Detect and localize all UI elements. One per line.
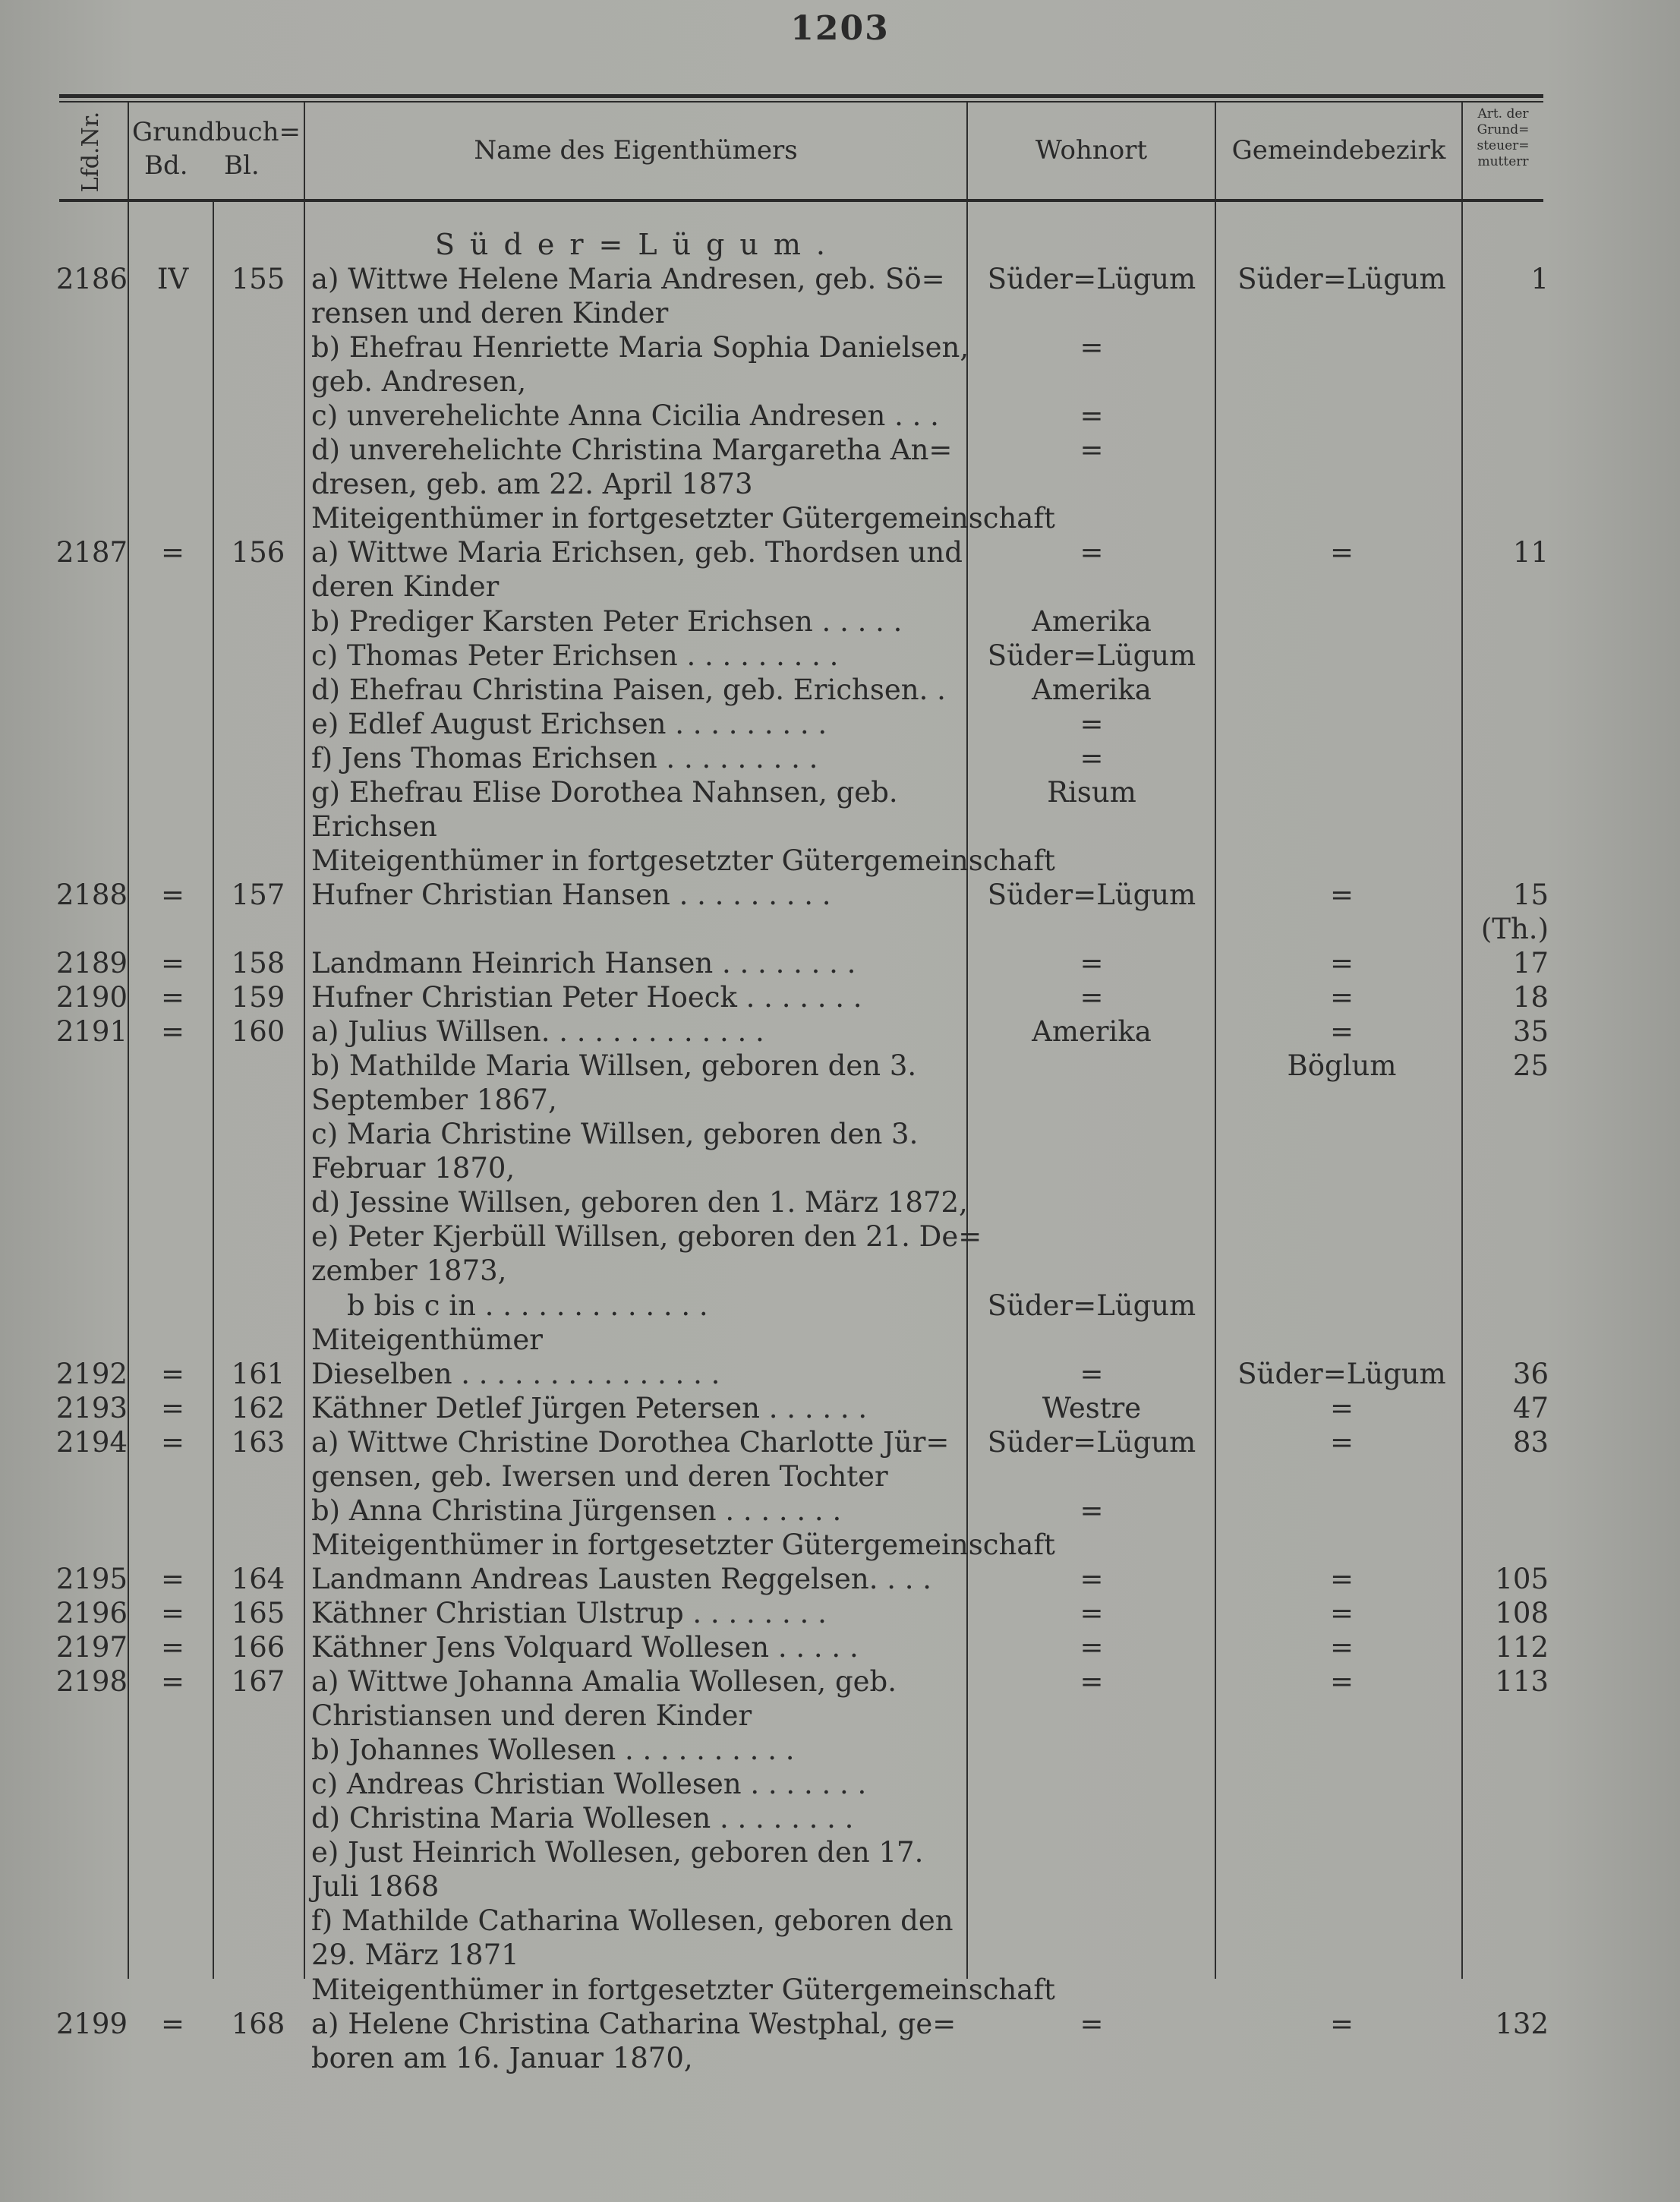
table-row	[0, 1323, 1680, 1358]
art-cell: 18	[1512, 981, 1549, 1014]
owner-name: c) Andreas Christian Wollesen . . . . . . .	[311, 1768, 867, 1801]
table-row	[0, 775, 1680, 810]
table-row	[0, 1494, 1680, 1528]
wohnort-cell: =	[1080, 947, 1104, 980]
header-art-line: Grund=	[1477, 122, 1530, 137]
grundbuch-blatt: 163	[231, 1425, 285, 1459]
table-row	[0, 364, 1680, 399]
table-row	[0, 1664, 1680, 1699]
table-row	[0, 1767, 1680, 1802]
table-row	[0, 1699, 1680, 1734]
row-number: 2191	[55, 1015, 128, 1049]
owner-name: Käthner Detlef Jürgen Petersen . . . . . .	[311, 1391, 868, 1424]
table-row	[0, 262, 1680, 297]
table-row	[0, 1938, 1680, 1973]
gemeindebezirk-cell: =	[1329, 1562, 1354, 1595]
owner-name: e) Peter Kjerbüll Willsen, geboren den 21. De=	[311, 1220, 982, 1254]
table-row	[0, 1083, 1680, 1118]
table-row	[0, 569, 1680, 604]
owner-name: Miteigenthümer in fortgesetzter Gütergemeinschaft	[311, 1973, 1055, 2006]
grundbuch-blatt: 165	[231, 1596, 285, 1629]
art-cell: 15	[1512, 878, 1549, 911]
header-art-line: mutterr	[1477, 154, 1529, 169]
gemeindebezirk-cell: =	[1329, 878, 1354, 911]
owner-name: dresen, geb. am 22. April 1873	[311, 468, 753, 501]
row-number: 2190	[55, 981, 128, 1014]
gemeindebezirk-cell: Süder=Lügum	[1237, 1357, 1446, 1390]
gemeindebezirk-cell: =	[1329, 2007, 1354, 2040]
grundbuch-blatt: 164	[231, 1562, 285, 1595]
gemeindebezirk-cell: =	[1329, 1665, 1354, 1699]
art-cell: 17	[1512, 947, 1549, 980]
grundbuch-band: IV	[156, 263, 189, 295]
table-row	[0, 1459, 1680, 1494]
grundbuch-blatt: 156	[231, 536, 285, 569]
table-row	[0, 1357, 1680, 1392]
grundbuch-band: =	[160, 536, 184, 569]
table-row	[0, 912, 1680, 947]
owner-name: c) Thomas Peter Erichsen . . . . . . . . .	[311, 639, 839, 672]
owner-name: rensen und deren Kinder	[311, 297, 669, 330]
table-row	[0, 1014, 1680, 1049]
table-row	[0, 844, 1680, 879]
wohnort-cell: =	[1080, 1631, 1104, 1664]
grundbuch-band: =	[160, 1665, 184, 1699]
grundbuch-band: =	[160, 981, 184, 1014]
table-row	[0, 980, 1680, 1015]
owner-name: a) Wittwe Maria Erichsen, geb. Thordsen und	[311, 536, 963, 569]
owner-name: a) Helene Christina Catharina Westphal, ge=	[311, 2007, 957, 2040]
grundbuch-blatt: 161	[231, 1357, 285, 1390]
table-row	[0, 1219, 1680, 1254]
owner-name: gensen, geb. Iwersen und deren Tochter	[311, 1459, 888, 1493]
header-lfd-nr-text: Lfd.Nr.	[77, 111, 104, 193]
table-row	[0, 639, 1680, 674]
gemeindebezirk-cell: =	[1329, 1631, 1354, 1664]
gemeindebezirk-cell: =	[1329, 1015, 1354, 1049]
owner-name: a) Wittwe Helene Maria Andresen, geb. Sö=	[311, 263, 945, 295]
wohnort-cell: Risum	[1047, 775, 1136, 809]
owner-name: boren am 16. Januar 1870,	[311, 2041, 693, 2074]
header-grundbuch	[129, 115, 304, 182]
table-row	[0, 1185, 1680, 1220]
header-lfd-nr	[46, 106, 128, 197]
art-cell: 113	[1495, 1665, 1549, 1699]
grundbuch-band: =	[160, 1357, 184, 1390]
table-row	[0, 1049, 1680, 1084]
table-row	[0, 604, 1680, 639]
grundbuch-blatt: 158	[231, 947, 285, 980]
owner-name: Juli 1868	[311, 1870, 440, 1904]
header-top-rule-thin	[59, 101, 1543, 103]
owner-name: Christiansen und deren Kinder	[311, 1699, 752, 1733]
grundbuch-band: =	[160, 1596, 184, 1629]
row-number: 2192	[55, 1357, 128, 1390]
grundbuch-band: =	[160, 1631, 184, 1664]
owner-name: a) Wittwe Christine Dorothea Charlotte Jür=	[311, 1425, 950, 1459]
owner-name: Hufner Christian Peter Hoeck . . . . . . .	[311, 981, 862, 1014]
wohnort-cell: =	[1080, 434, 1104, 467]
wohnort-cell: =	[1080, 2007, 1104, 2040]
wohnort-cell: =	[1080, 1596, 1104, 1629]
row-number: 2186	[55, 263, 128, 295]
row-number: 2193	[55, 1391, 128, 1424]
art-cell: 25	[1512, 1049, 1549, 1083]
wohnort-cell: =	[1080, 331, 1104, 364]
table-row	[0, 467, 1680, 502]
wohnort-cell: Amerika	[1032, 1015, 1152, 1049]
header-art-line: steuer=	[1477, 138, 1530, 153]
row-number: 2195	[55, 1562, 128, 1595]
gemeindebezirk-cell: Böglum	[1287, 1049, 1397, 1083]
header-bd-bl	[129, 149, 304, 182]
table-row	[0, 1801, 1680, 1836]
row-number: 2188	[55, 878, 128, 911]
owner-name: b) Ehefrau Henriette Maria Sophia Danielsen,	[311, 331, 969, 364]
gemeindebezirk-cell: =	[1329, 981, 1354, 1014]
owner-name: Miteigenthümer in fortgesetzter Gütergemeinschaft	[311, 1528, 1055, 1561]
wohnort-cell: =	[1080, 1494, 1104, 1527]
table-row	[0, 330, 1680, 365]
art-cell: 108	[1495, 1596, 1549, 1629]
gemeindebezirk-cell: =	[1329, 947, 1354, 980]
table-row	[0, 1391, 1680, 1426]
table-row	[0, 707, 1680, 742]
table-row	[0, 1835, 1680, 1870]
row-number: 2199	[55, 2007, 128, 2040]
owner-name: f) Mathilde Catharina Wollesen, geboren den	[311, 1904, 953, 1938]
table-row	[0, 433, 1680, 468]
gemeindebezirk-cell: =	[1329, 1425, 1354, 1459]
grundbuch-band: =	[160, 2007, 184, 2040]
owner-name: d) Jessine Willsen, geboren den 1. März 1872,	[311, 1186, 968, 1219]
art-cell: 35	[1512, 1015, 1549, 1049]
header-art	[1463, 106, 1543, 170]
owner-name: geb. Andresen,	[311, 365, 527, 399]
owner-name: Miteigenthümer in fortgesetzter Gütergemeinschaft	[311, 844, 1055, 877]
table-row	[0, 1289, 1680, 1323]
header-name: Name des Eigenthümers	[474, 135, 798, 166]
table-row	[0, 501, 1680, 536]
owner-name: b) Prediger Karsten Peter Erichsen . . . . .	[311, 604, 903, 638]
owner-name: Landmann Andreas Lausten Reggelsen. . . .	[311, 1562, 932, 1595]
wohnort-cell: Süder=Lügum	[987, 1425, 1196, 1459]
art-cell: 36	[1512, 1357, 1549, 1390]
table-row	[0, 2007, 1680, 2042]
art-cell: 47	[1512, 1391, 1549, 1424]
wohnort-cell: Süder=Lügum	[987, 263, 1196, 295]
table-row	[0, 946, 1680, 981]
art-cell: (Th.)	[1480, 912, 1549, 945]
header-bottom-rule	[59, 199, 1543, 202]
owner-name: d) Christina Maria Wollesen . . . . . . . .	[311, 1802, 854, 1835]
art-cell: 83	[1512, 1425, 1549, 1459]
grundbuch-blatt: 168	[231, 2007, 285, 2040]
art-cell: 112	[1495, 1631, 1549, 1664]
owner-name: e) Edlef August Erichsen . . . . . . . . .	[311, 707, 827, 740]
owner-name: c) Maria Christine Willsen, geboren den 3.	[311, 1118, 919, 1151]
table-row	[0, 1733, 1680, 1768]
owner-name: e) Just Heinrich Wollesen, geboren den 17.	[311, 1836, 924, 1869]
header-gemeindebezirk: Gemeindebezirk	[1231, 135, 1446, 166]
owner-name: 29. März 1871	[311, 1939, 519, 1972]
header-bl: Bl.	[224, 150, 260, 181]
table-row	[0, 399, 1680, 434]
row-number: 2196	[55, 1596, 128, 1629]
owner-name: Landmann Heinrich Hansen . . . . . . . .	[311, 947, 856, 980]
owner-name: Februar 1870,	[311, 1152, 515, 1185]
wohnort-cell: Süder=Lügum	[987, 1289, 1196, 1322]
owner-name: Hufner Christian Hansen . . . . . . . . .	[311, 878, 831, 911]
table-row	[0, 1425, 1680, 1460]
owner-name: d) Ehefrau Christina Paisen, geb. Erichsen. .	[311, 673, 946, 706]
gemeindebezirk-cell: =	[1329, 1596, 1354, 1629]
section-title: Süder=Lügum.	[435, 228, 840, 261]
table-row	[0, 2041, 1680, 2076]
gemeindebezirk-cell: Süder=Lügum	[1237, 263, 1446, 295]
owner-name: Käthner Jens Volquard Wollesen . . . . .	[311, 1631, 859, 1664]
row-number: 2187	[55, 536, 128, 569]
wohnort-cell: Amerika	[1032, 673, 1152, 706]
wohnort-cell: =	[1080, 1562, 1104, 1595]
owner-name: b bis c in . . . . . . . . . . . . .	[311, 1289, 708, 1322]
grundbuch-band: =	[160, 1425, 184, 1459]
table-row	[0, 1117, 1680, 1152]
gemeindebezirk-cell: =	[1329, 1391, 1354, 1424]
owner-name: Käthner Christian Ulstrup . . . . . . . .	[311, 1596, 827, 1629]
wohnort-cell: =	[1080, 741, 1104, 774]
header-bd: Bd.	[144, 150, 188, 181]
header-art-line: Art. der	[1477, 106, 1529, 121]
wohnort-cell: =	[1080, 536, 1104, 569]
wohnort-cell: =	[1080, 981, 1104, 1014]
owner-name: Miteigenthümer in fortgesetzter Gütergemeinschaft	[311, 502, 1055, 535]
table-row	[0, 1869, 1680, 1904]
grundbuch-blatt: 157	[231, 878, 285, 911]
grundbuch-blatt: 160	[231, 1015, 285, 1049]
grundbuch-blatt: 166	[231, 1631, 285, 1664]
art-cell: 132	[1495, 2007, 1549, 2040]
owner-name: zember 1873,	[311, 1254, 507, 1288]
owner-name: f) Jens Thomas Erichsen . . . . . . . . .	[311, 741, 818, 774]
row-number: 2194	[55, 1425, 128, 1459]
art-cell: 105	[1495, 1562, 1549, 1595]
grundbuch-band: =	[160, 947, 184, 980]
owner-name: d) unverehelichte Christina Margaretha An=	[311, 434, 953, 467]
owner-name: b) Johannes Wollesen . . . . . . . . . .	[311, 1734, 795, 1767]
owner-name: Miteigenthümer	[311, 1323, 543, 1356]
wohnort-cell: =	[1080, 1357, 1104, 1390]
wohnort-cell: Westre	[1042, 1391, 1142, 1424]
header-wohnort: Wohnort	[1035, 135, 1148, 166]
grundbuch-band: =	[160, 1562, 184, 1595]
owner-name: deren Kinder	[311, 570, 500, 604]
grundbuch-band: =	[160, 1015, 184, 1049]
table-row	[0, 1630, 1680, 1665]
header-top-rule	[59, 94, 1543, 98]
table-row	[0, 809, 1680, 844]
owner-name: b) Mathilde Maria Willsen, geboren den 3.	[311, 1049, 917, 1083]
table-row	[0, 296, 1680, 331]
row-number: 2189	[55, 947, 128, 980]
owner-name: g) Ehefrau Elise Dorothea Nahnsen, geb.	[311, 775, 898, 809]
wohnort-cell: =	[1080, 1665, 1104, 1699]
table-row	[0, 741, 1680, 776]
grundbuch-band: =	[160, 878, 184, 911]
table-row	[0, 878, 1680, 913]
table-row	[0, 1904, 1680, 1939]
grundbuch-blatt: 159	[231, 981, 285, 1014]
owner-name: Dieselben . . . . . . . . . . . . . . .	[311, 1357, 720, 1390]
gemeindebezirk-cell: =	[1329, 536, 1354, 569]
wohnort-cell: =	[1080, 707, 1104, 740]
row-number: 2197	[55, 1631, 128, 1664]
table-row	[0, 1596, 1680, 1631]
owner-name: b) Anna Christina Jürgensen . . . . . . .	[311, 1494, 842, 1527]
table-row	[0, 1562, 1680, 1597]
owner-name: a) Julius Willsen. . . . . . . . . . . . .	[311, 1015, 764, 1049]
page-number: 1203	[790, 9, 890, 48]
table-row	[0, 1973, 1680, 2008]
owner-name: c) unverehelichte Anna Cicilia Andresen . . .	[311, 399, 939, 433]
table-row	[0, 1528, 1680, 1563]
wohnort-cell: =	[1080, 399, 1104, 433]
art-cell: 11	[1512, 536, 1549, 569]
row-number: 2198	[55, 1665, 128, 1699]
wohnort-cell: Amerika	[1032, 604, 1152, 638]
table-row	[0, 1151, 1680, 1186]
art-cell: 1	[1530, 263, 1549, 295]
grundbuch-blatt: 162	[231, 1391, 285, 1424]
table-row	[0, 1254, 1680, 1289]
wohnort-cell: Süder=Lügum	[987, 639, 1196, 672]
grundbuch-blatt: 167	[231, 1665, 285, 1699]
header-grundbuch-text: Grundbuch=	[131, 117, 301, 147]
owner-name: September 1867,	[311, 1084, 557, 1117]
owner-name: a) Wittwe Johanna Amalia Wollesen, geb.	[311, 1665, 897, 1699]
grundbuch-band: =	[160, 1391, 184, 1424]
table-row	[0, 535, 1680, 570]
wohnort-cell: Süder=Lügum	[987, 878, 1196, 911]
table-row	[0, 673, 1680, 708]
grundbuch-blatt: 155	[231, 263, 285, 295]
owner-name: Erichsen	[311, 809, 437, 843]
